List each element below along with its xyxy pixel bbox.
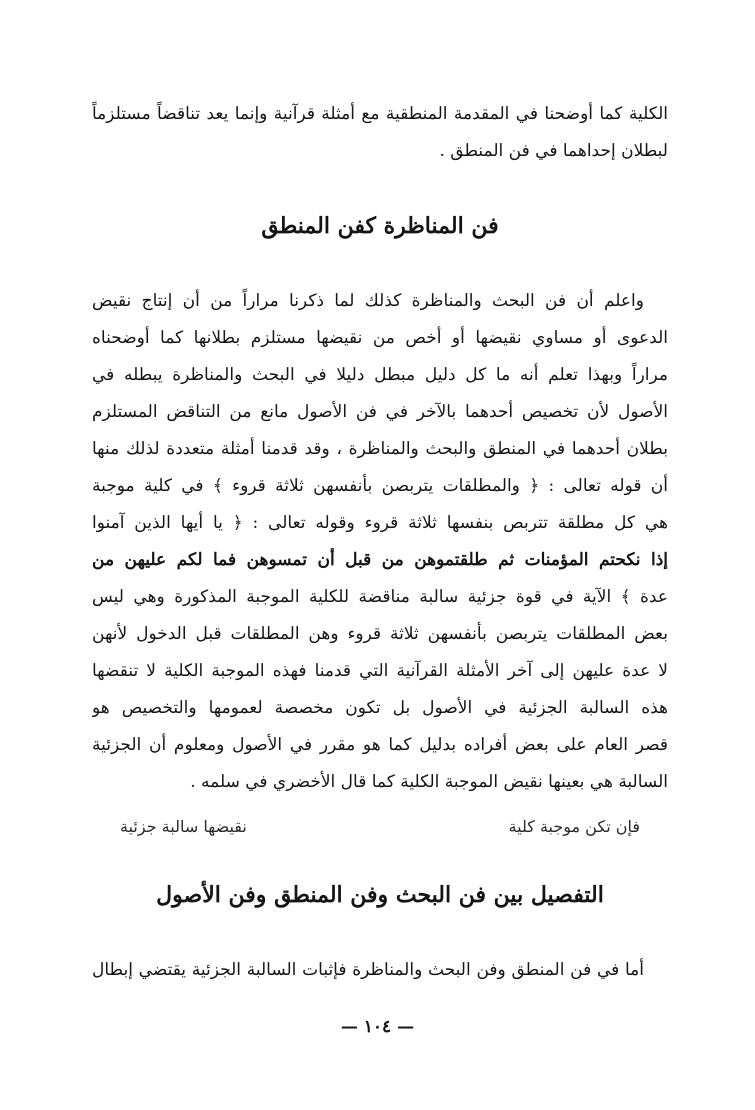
poem-hemistich-first: فإن تكن موجبة كلية	[508, 817, 640, 836]
text-line: قصر العام على بعض أفراده بدليل كما هو مقرر في الأصول ومعلوم أن الجزئية	[92, 735, 668, 755]
section-heading-1: فن المناظرة كفن المنطق	[261, 213, 499, 239]
section-heading-2: التفصيل بين فن البحث وفن المنطق وفن الأصول	[156, 882, 604, 908]
text-line: بطلان أحدهما في المنطق والبحث والمناظرة ، وقد قدمنا أمثلة متعددة لذلك منها	[92, 439, 668, 459]
text-line: إذا نكحتم المؤمنات ثم طلقتموهن من قبل أن تمسوهن فما لكم عليهن من	[92, 550, 668, 570]
text-line: السالبة هي بعينها نقيض الموجبة الكلية كما قال الأخضري في سلمه .	[190, 772, 668, 792]
text-line: واعلم أن فن البحث والمناظرة كذلك لما ذكرنا مراراً من أن إنتاج نقيض	[92, 291, 644, 311]
poem-verse	[120, 808, 640, 845]
text-line: هذه السالبة الجزئية في الأصول بل تكون مخصصة لعمومها والتخصيص هو	[92, 698, 668, 718]
intro-paragraph	[92, 96, 668, 170]
text-line: الكلية كما أوضحنا في المقدمة المنطقية مع أمثلة قرآنية وإنما يعد تناقضاً مستلزماً	[92, 104, 668, 124]
page-number: — ١٠٤ —	[340, 1017, 415, 1037]
text-line: أن قوله تعالى : ﴿ والمطلقات يتربصن بأنفسهن ثلاثة قروء ﴾ في كلية موجبة	[92, 476, 668, 496]
text-line: الدعوى أو مساوي نقيضها أو أخص من نقيضها مستلزم بطلانها كما أوضحناه	[92, 328, 668, 348]
text-line: الأصول لأن تخصيص أحدهما بالآخر في فن الأصول مانع من التناقض المستلزم	[92, 402, 668, 422]
closing-paragraph	[92, 952, 668, 989]
text-line: بعض المطلقات يتربصن بأنفسهن ثلاثة قروء وهن المطلقات قبل الدخول لأنهن	[92, 624, 668, 644]
text-line: لا عدة عليهن إلى آخر الأمثلة القرآنية التي قدمنا فهذه الموجبة الكلية لا تنقضها	[92, 661, 668, 681]
text-line: عدة ﴾ الآية في قوة جزئية سالبة مناقضة للكلية الموجبة المذكورة وهي ليس	[92, 587, 668, 607]
text-line: لبطلان إحداهما في فن المنطق .	[439, 141, 668, 161]
text-line: مراراً وبهذا تعلم أنه ما كل دليل مبطل دليلا في البحث والمناظرة يبطله في	[92, 365, 668, 385]
text-line: هي كل مطلقة تتربص بنفسها ثلاثة قروء وقوله تعالى : ﴿ يا أيها الذين آمنوا	[92, 513, 668, 533]
text-line: أما في فن المنطق وفن البحث والمناظرة فإثبات السالبة الجزئية يقتضي إبطال	[92, 960, 644, 980]
main-paragraph	[92, 283, 668, 801]
poem-hemistich-second: نقيضها سالبة جزئية	[120, 817, 247, 836]
